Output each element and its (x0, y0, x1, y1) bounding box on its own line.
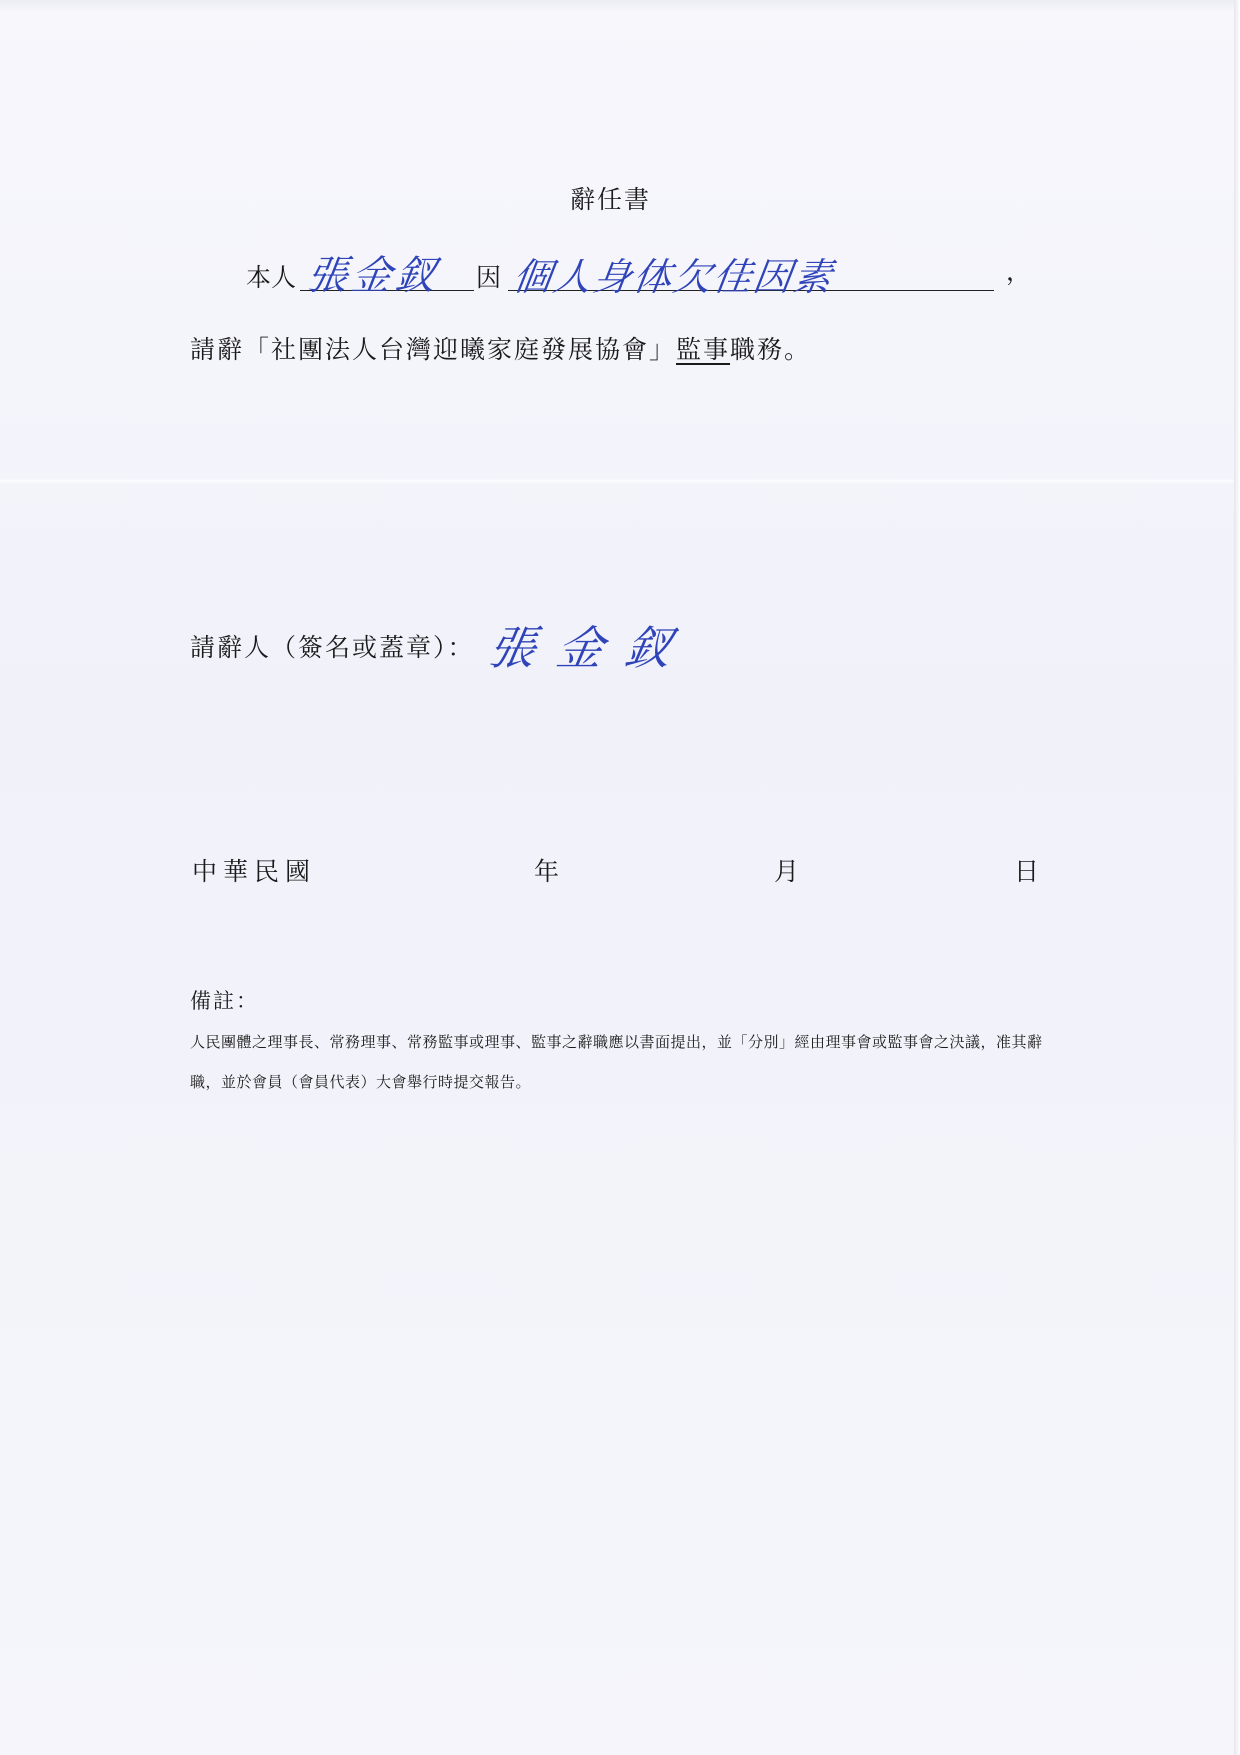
handwritten-name: 張金釵 (304, 253, 443, 299)
resignation-suffix: 職務。 (730, 335, 812, 364)
handwritten-signature: 張金釵 (484, 621, 699, 675)
date-era: 中華民國 (192, 857, 317, 886)
scan-edge-top (0, 0, 1240, 12)
statement-line (246, 250, 1032, 299)
document-title: 辭任書 (570, 185, 652, 214)
self-label: 本人 (246, 263, 297, 292)
date-month-label: 月 (774, 857, 806, 886)
because-label: 因 (476, 263, 502, 292)
date-year-label: 年 (534, 857, 566, 886)
resignation-role: 監事 (676, 335, 731, 364)
notes-body: 人民團體之理事長、常務理事、常務監事或理事、監事之辭職應以書面提出，並「分別」經由理事會或監事會之決議，准其辭職，並於會員（會員代表）大會舉行時提交報告。 (190, 1033, 1043, 1091)
notes-heading: 備註： (190, 989, 259, 1013)
date-day-label: 日 (1014, 857, 1046, 886)
scan-edge-right (1234, 0, 1240, 1755)
resignation-prefix: 請辭「社團法人台灣迎曦家庭發展協會」 (190, 335, 677, 364)
statement-comma: ， (1006, 257, 1032, 286)
resignation-statement (190, 330, 811, 366)
handwritten-reason: 個人身体欠佳因素 (510, 255, 837, 299)
signature-label: 請辭人（簽名或蓋章）： (190, 633, 475, 662)
